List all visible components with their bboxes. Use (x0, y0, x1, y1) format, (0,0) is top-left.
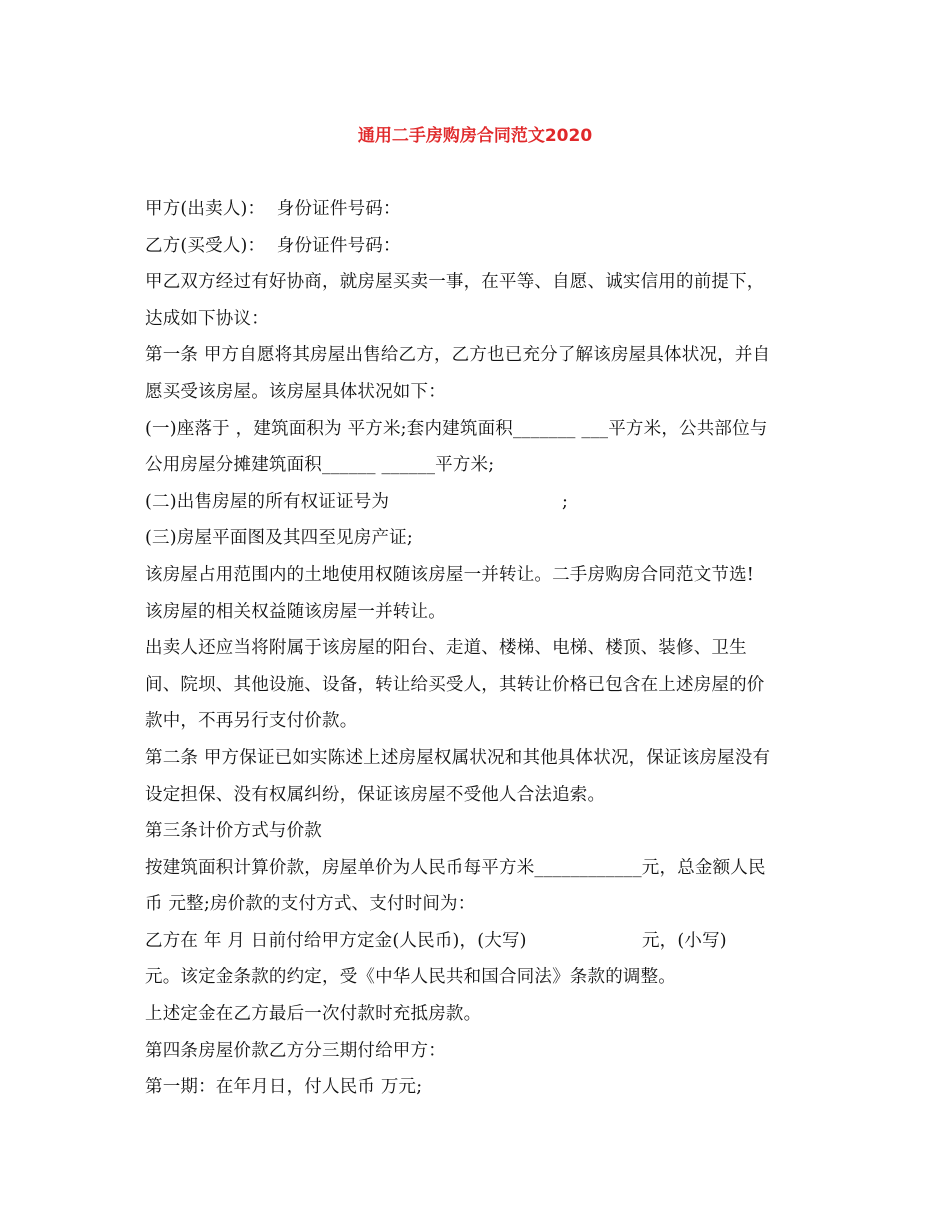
facilities-line: 出卖人还应当将附属于该房屋的阳台、走道、楼梯、电梯、楼顶、装修、卫生 (145, 638, 747, 659)
deposit-line: 元。该定金条款的约定，受《中华人民共和国合同法》条款的调整。 (145, 967, 676, 988)
article-three-heading: 第三条计价方式与价款 (145, 821, 322, 842)
agreement-intro-line: 达成如下协议： (145, 308, 269, 329)
document-body (145, 196, 815, 1111)
certificate-number-line: (二)出售房屋的所有权证证号为 ; (145, 491, 569, 512)
property-location-line: 公用房屋分摊建筑面积______ ______平方米; (145, 455, 495, 476)
agreement-intro-line: 甲乙双方经过有好协商，就房屋买卖一事，在平等、自愿、诚实信用的前提下， (145, 272, 765, 293)
property-location-line: (一)座落于 ，建筑面积为 平方米;套内建筑面积_______ ___平方米，公共部位与 (145, 418, 768, 439)
party-a-line: 甲方(出卖人)： 身份证件号码： (145, 199, 401, 219)
article-two-line: 设定担保、没有权属纠纷，保证该房屋不受他人合法追索。 (145, 784, 606, 805)
facilities-line: 款中，不再另行支付价款。 (145, 711, 358, 732)
article-one-line: 第一条 甲方自愿将其房屋出售给乙方，乙方也已充分了解该房屋具体状况，并自 (145, 345, 771, 366)
rights-transfer-line: 该房屋的相关权益随该房屋一并转让。 (145, 601, 446, 622)
pricing-line: 币 元整;房价款的支付方式、支付时间为： (145, 894, 476, 915)
deposit-line: 乙方在 年 月 日前付给甲方定金(人民币)，(大写) 元，(小写) (145, 930, 727, 951)
party-b-line: 乙方(买受人)： 身份证件号码： (145, 235, 401, 256)
article-two-line: 第二条 甲方保证已如实陈述上述房屋权属状况和其他具体状况，保证该房屋没有 (145, 747, 771, 768)
article-four-heading: 第四条房屋价款乙方分三期付给甲方： (145, 1040, 446, 1061)
land-use-line: 该房屋占用范围内的土地使用权随该房屋一并转让。二手房购房合同范文节选! (145, 564, 755, 585)
floor-plan-line: (三)房屋平面图及其四至见房产证; (145, 528, 413, 549)
document-title: 通用二手房购房合同范文2020 (357, 126, 593, 146)
article-one-line: 愿买受该房屋。该房屋具体状况如下： (145, 381, 446, 402)
first-installment-line: 第一期：在年月日，付人民币 万元; (145, 1077, 423, 1098)
facilities-line: 间、院坝、其他设施、设备，转让给买受人，其转让价格已包含在上述房屋的价 (145, 674, 765, 695)
pricing-line: 按建筑面积计算价款，房屋单价为人民币每平方米____________元，总金额人民 (145, 857, 766, 878)
deposit-offset-line: 上述定金在乙方最后一次付款时充抵房款。 (145, 1004, 482, 1025)
